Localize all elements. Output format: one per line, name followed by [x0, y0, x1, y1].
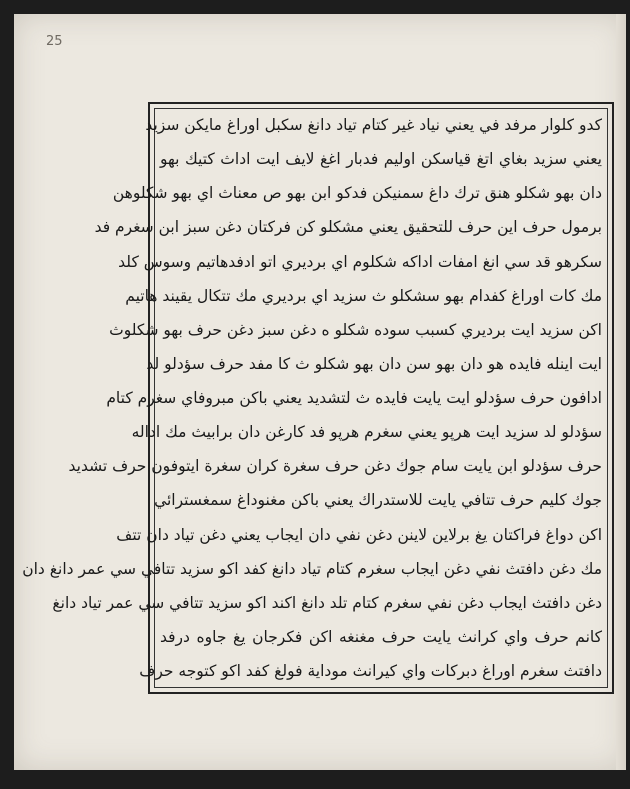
- text-line: كدو كلوار مرفد في يعني نياد غير كتام تياد دانغ سكبل اوراغ مايكن سزيد: [145, 116, 602, 134]
- text-line: برمول حرف اين حرف للتحقيق يعني مشكلو كن فركتان دغن سبز ابن سغرم فد: [94, 218, 602, 237]
- text-line: مك كات اوراغ كفدام بهو سشكلو ث سزيد اي برديري مك تتكال يقيند هاتيم: [125, 286, 602, 305]
- folio-number: 25: [46, 34, 63, 49]
- text-frame: [22, 102, 614, 694]
- manuscript-page: [14, 14, 626, 770]
- text-line: سكرهو قد سي انغ امفات اداكه شكلوم اي برديري اتو ادفدهاتيم وسوس كلد: [118, 252, 602, 271]
- text-line: كانم حرف واي كرانث يايت حرف مغنغه اكن فكرجان يغ جاوه درفد: [160, 627, 602, 646]
- text-block: [22, 112, 602, 684]
- text-line: ايت اينله فايده هو دان بهو سن دان بهو شكلو ث كا مفد حرف سؤدلو لد: [146, 354, 602, 373]
- text-line: سؤدلو لد سزيد ايت هرپو يعني سغرم هرپو فد كارغن دان برابيث مك اداله: [131, 423, 602, 442]
- text-line: مك دغن دافتث نفي دغن ايجاب سغرم كتام تياد دانغ كفد اكو سزيد تتافي سي عمر دانغ دان: [22, 559, 602, 578]
- text-line: دافتث سغرم اوراغ دبركات واي كيرانث موداية فولغ كفد اكو كتوجه حرف: [139, 662, 602, 680]
- text-line: اكن سزيد ايت برديري كسبب سوده شكلو ه دغن سبز دغن حرف بهو شكلوث: [109, 320, 602, 339]
- text-line: يعني سزيد بغاي اتغ قياسكن اوليم فدبار اغغ لايف ايت اداث كتيك بهو: [160, 150, 602, 169]
- text-line: جوك كليم حرف تتافي يايت للاستدراك يعني باكن مغنوداغ سمغسترائي: [154, 491, 602, 510]
- text-line: ادافون حرف سؤدلو ايت يايت فايده ث لتشديد يعني باكن مبروفاي سغرم كتام: [106, 389, 602, 407]
- text-line: دان بهو شكلو هنق ترك داغ سمنيكن فدكو ابن بهو ص معناث اي بهو شكلوهن: [112, 184, 602, 203]
- text-line: حرف سؤدلو ابن يايت سام جوك دغن حرف سغرة كران سغرة ايتوفون حرف تشديد: [68, 457, 602, 476]
- text-line: دغن دافتث ايجاب دغن نفي سغرم كتام تلد دانغ اكند اكو سزيد تتافي سي عمر تياد دانغ: [52, 593, 602, 612]
- page-edge: [616, 14, 626, 770]
- text-line: اكن دواغ فراكتان يغ برلاين لاينن دغن نفي دان ايجاب يعني دغن تياد دان تتف: [116, 525, 602, 544]
